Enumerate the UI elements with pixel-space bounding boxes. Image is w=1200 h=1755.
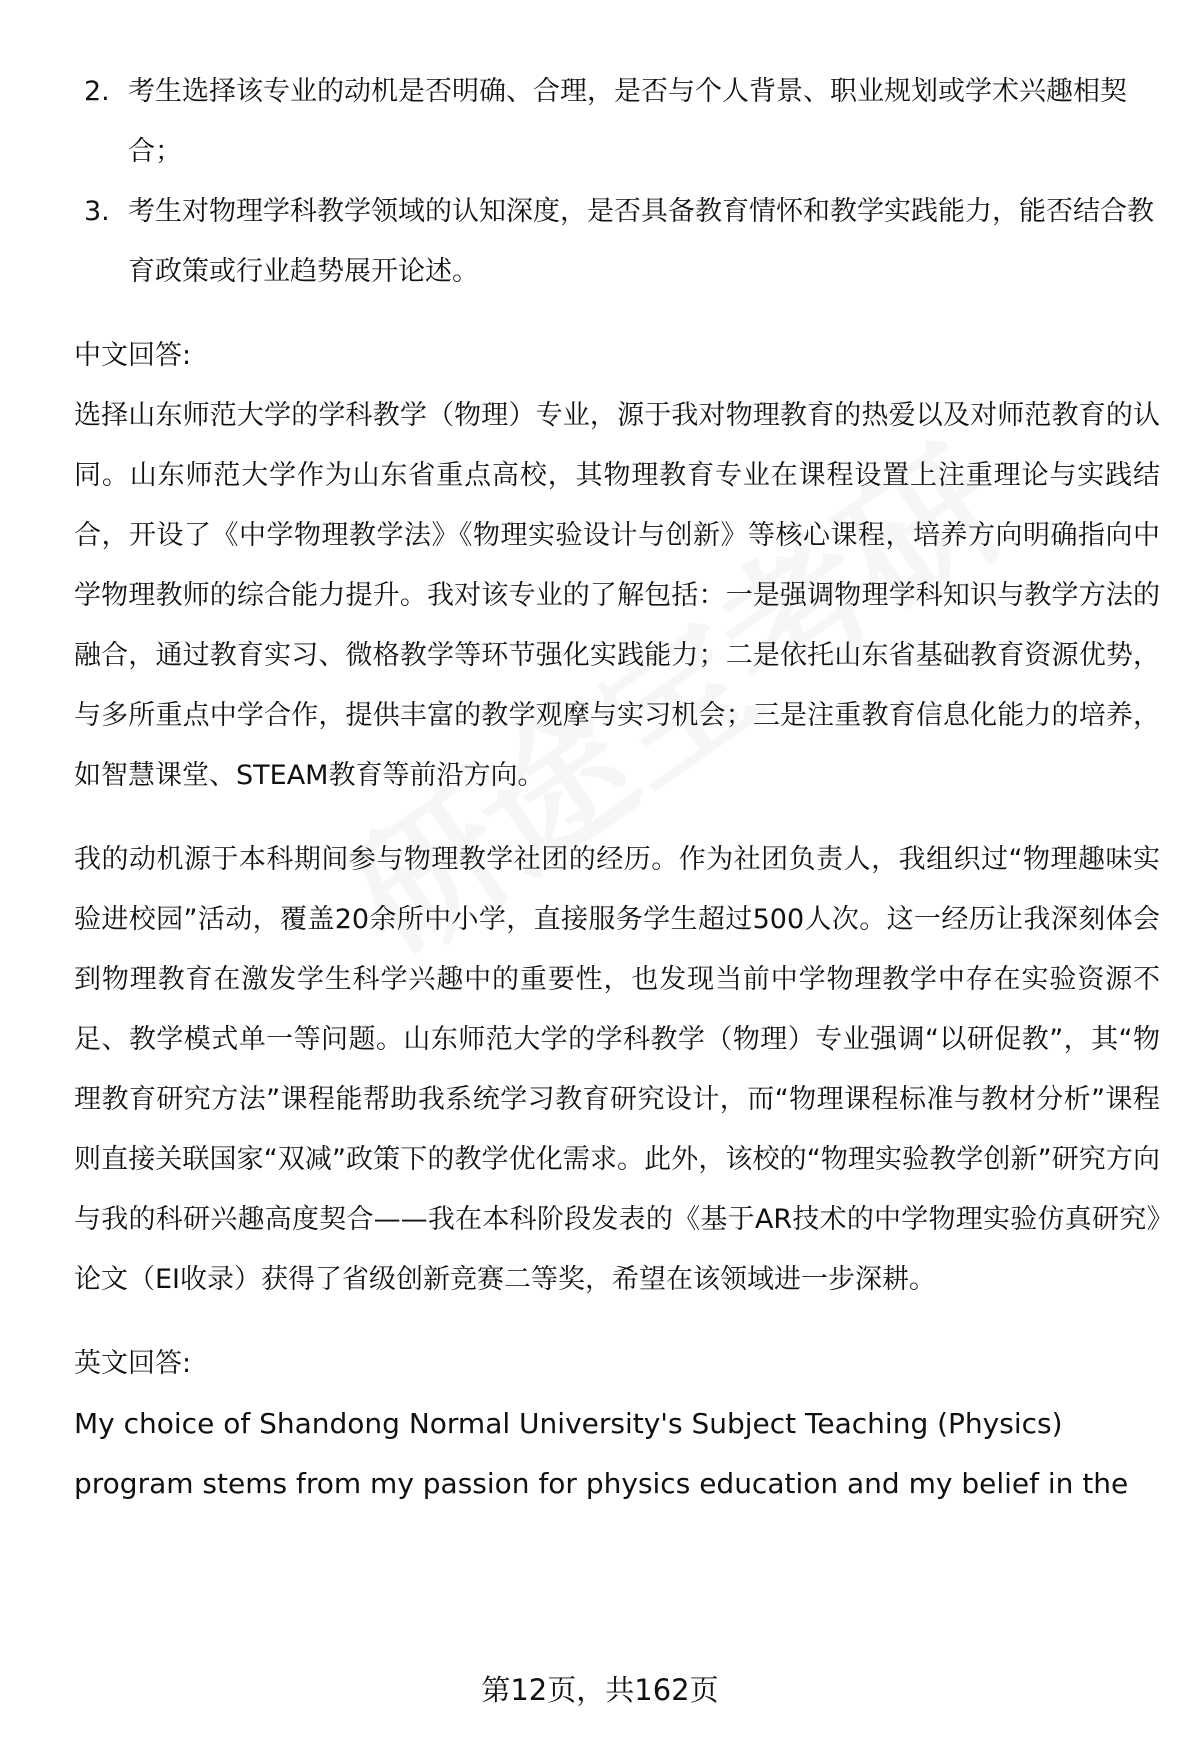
- chinese-answer-paragraph: 我的动机源于本科期间参与物理教学社团的经历。作为社团负责人，我组织过“物理趣味实验进校园”活动，覆盖20余所中小学，直接服务学生超过500人次。这一经历让我深刻体会到物理教育在激发学生科学兴趣中的重要性，也发现当前中学物理教学中存在实验资源不足、教学模式单一等问题。山东师范大学的学科教学（物理）专业强调“以研促教”，其“物理教育研究方法”课程能帮助我系统学习教育研究设计，而“物理课程标准与教材分析”课程则直接关联国家“双减”政策下的教学优化需求。此外，该校的“物理实验教学创新”研究方向与我的科研兴趣高度契合——我在本科阶段发表的《基于AR技术的中学物理实验仿真研究》论文（EI收录）获得了省级创新竞赛二等奖，希望在该领域进一步深耕。: [74, 844, 1160, 1295]
- evaluation-criteria-list: [74, 62, 1160, 302]
- document-page: [74, 62, 1160, 1514]
- chinese-answer-label: 中文回答:: [74, 340, 192, 371]
- english-answer-paragraph: My choice of Shandong Normal University's Subject Teaching (Physics) program stems from my passion for physics education and my belief in the: [74, 1407, 1129, 1500]
- criteria-number: 3.: [84, 196, 110, 227]
- criteria-item: [74, 182, 1160, 302]
- criteria-number: 2.: [84, 76, 110, 107]
- criteria-text: 考生选择该专业的动机是否明确、合理，是否与个人背景、职业规划或学术兴趣相契合；: [128, 76, 1127, 167]
- page-number-footer: 第12页，共162页: [481, 1673, 719, 1707]
- criteria-text: 考生对物理学科教学领域的认知深度，是否具备教育情怀和教学实践能力，能否结合教育政策或行业趋势展开论述。: [128, 196, 1154, 287]
- chinese-answer-paragraph: 选择山东师范大学的学科教学（物理）专业，源于我对物理教育的热爱以及对师范教育的认同。山东师范大学作为山东省重点高校，其物理教育专业在课程设置上注重理论与实践结合，开设了《中学物理教学法》《物理实验设计与创新》等核心课程，培养方向明确指向中学物理教师的综合能力提升。我对该专业的了解包括：一是强调物理学科知识与教学方法的融合，通过教育实习、微格教学等环节强化实践能力；二是依托山东省基础教育资源优势，与多所重点中学合作，提供丰富的教学观摩与实习机会；三是注重教育信息化能力的培养，如智慧课堂、STEAM教育等前沿方向。: [74, 400, 1160, 791]
- criteria-item: [74, 62, 1160, 182]
- english-answer-label: 英文回答:: [74, 1348, 192, 1379]
